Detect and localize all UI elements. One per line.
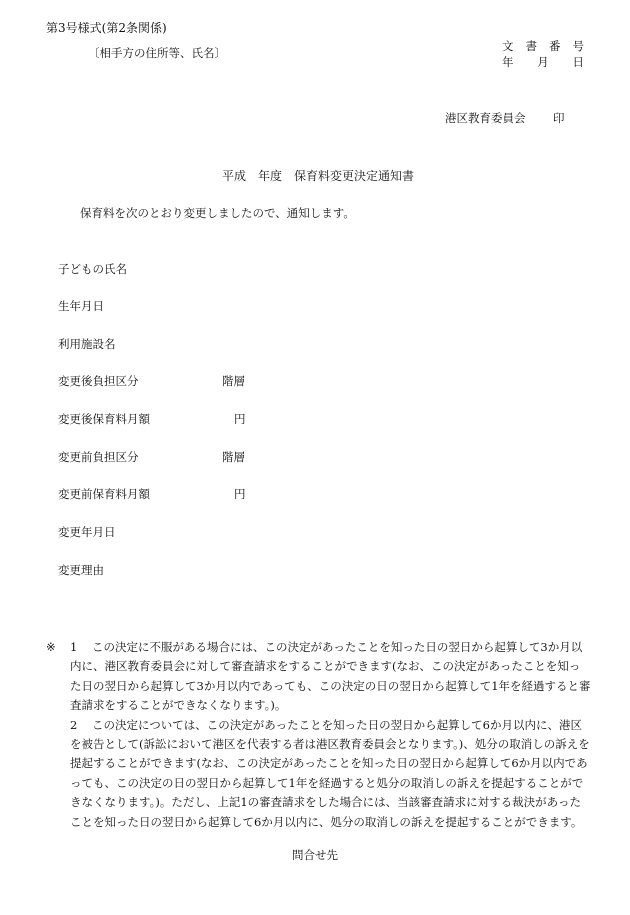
new-monthly-fee-unit: 円 [234, 412, 246, 426]
issue-date-label [502, 57, 584, 69]
date-day-char: 日 [572, 55, 584, 69]
recipient-address-name: 〔相手方の住所等、氏名〕 [88, 46, 226, 60]
note-number: 2 [70, 717, 78, 732]
document-title: 平成 年度 保育料変更決定通知書 [222, 169, 415, 183]
note-number: 1 [70, 640, 78, 654]
date-year-char: 年 [502, 55, 514, 69]
contact-label: 問合せ先 [292, 848, 338, 862]
note-body [70, 638, 591, 832]
document-number-char: 書 [525, 39, 537, 53]
field-old-monthly-fee: 変更前保育料月額 [58, 487, 150, 501]
field-birth-date: 生年月日 [58, 299, 104, 313]
note-text: この決定に不服がある場合には、この決定があったことを知った日の翌日から起算して3か月以内に、港区教育委員会に対して審査請求をすることができます(なお、この決定があったことを知った日の翌日から起算して3か月以内であっても、この決定の日の翌日から起算して1年を経過すると審査請求をすることができなくなります。)。 [70, 640, 591, 713]
note-mark: ※ [46, 640, 56, 654]
note-item [46, 638, 591, 832]
date-month-char: 月 [537, 55, 549, 69]
new-burden-class-unit: 階層 [222, 374, 245, 388]
note-text: この決定については、この決定があったことを知った日の翌日から起算して6か月以内に、港区を被告として(訴訟において港区を代表する者は港区教育委員会となります。)、処分の取消しの訴えを提起することができます(なお、この決定があったことを知った日の翌日から起算して6か月以内であっても、この決定の日の翌日から起算して1年を経過すると処分の取消しの訴えを提起することができなくなります。)。ただし、上記1の審査請求をした場合には、当該審査請求に対する裁決があったことを知った日の翌日から起算して6か月以内に、処分の取消しの訴えを提起することができます。 [70, 717, 590, 829]
field-facility-name: 利用施設名 [58, 337, 116, 351]
form-number: 第3号様式(第2条関係) [46, 21, 167, 35]
document-number-label [502, 41, 584, 53]
field-new-monthly-fee: 変更後保育料月額 [58, 412, 150, 426]
note-1 [70, 638, 591, 716]
issuer-name: 港区教育委員会 [445, 111, 526, 125]
old-monthly-fee-unit: 円 [234, 487, 246, 501]
seal-mark: 印 [553, 111, 565, 125]
document-number-char: 文 [502, 39, 514, 53]
field-change-date: 変更年月日 [58, 525, 116, 539]
intro-text: 保育料を次のとおり変更しましたので、通知します。 [80, 206, 355, 220]
notes-section [46, 638, 591, 832]
old-burden-class-unit: 階層 [222, 450, 245, 464]
note-2 [70, 716, 591, 832]
document-number-char: 号 [572, 39, 584, 53]
document-number-char: 番 [549, 39, 561, 53]
field-change-reason: 変更理由 [58, 563, 104, 577]
field-old-burden-class: 変更前負担区分 [58, 450, 139, 464]
field-new-burden-class: 変更後負担区分 [58, 374, 139, 388]
field-child-name: 子どもの氏名 [58, 262, 127, 276]
